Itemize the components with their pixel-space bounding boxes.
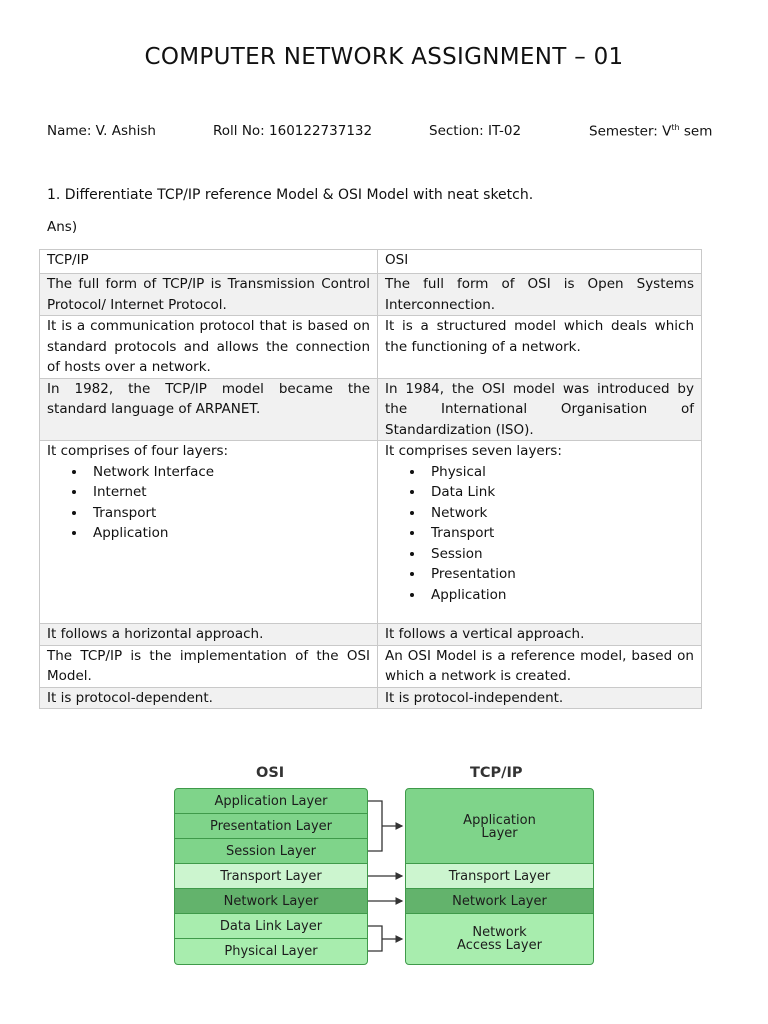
osi-diagram-title: OSI bbox=[256, 765, 285, 781]
list-item: • Application bbox=[425, 585, 694, 606]
osi-physical-layer: Physical Layer bbox=[174, 938, 368, 965]
table-cell: The full form of TCP/IP is Transmission Control Protocol/ Internet Protocol. bbox=[40, 274, 378, 316]
osi-network-layer: Network Layer bbox=[174, 888, 368, 914]
page-title: COMPUTER NETWORK ASSIGNMENT – 01 bbox=[144, 44, 624, 70]
list-item: • Internet bbox=[87, 482, 370, 503]
list-item: • Session bbox=[425, 544, 694, 565]
table-header-row bbox=[40, 250, 702, 274]
list-item: • Transport bbox=[87, 503, 370, 524]
list-item: • Presentation bbox=[425, 564, 694, 585]
table-cell: An OSI Model is a reference model, based on which a network is created. bbox=[378, 645, 702, 687]
table-row bbox=[40, 441, 702, 624]
semester-superscript: th bbox=[671, 123, 680, 132]
list-item: • Network bbox=[425, 503, 694, 524]
semester-suffix: sem bbox=[679, 123, 713, 140]
roll-number: Roll No: 160122737132 bbox=[213, 123, 373, 139]
osi-layer-list bbox=[385, 462, 694, 606]
table-row bbox=[40, 645, 702, 687]
osi-transport-layer: Transport Layer bbox=[174, 863, 368, 889]
table-cell: It is protocol-dependent. bbox=[40, 687, 378, 709]
osi-layers-intro: It comprises seven layers: bbox=[385, 443, 562, 459]
table-cell: In 1984, the OSI model was introduced by the International Organisation of Standardization (ISO). bbox=[378, 378, 702, 441]
table-cell: It is protocol-independent. bbox=[378, 687, 702, 709]
table-cell: The full form of OSI is Open Systems Interconnection. bbox=[378, 274, 702, 316]
table-row bbox=[40, 624, 702, 646]
tcpip-network-layer: Network Layer bbox=[405, 888, 594, 914]
table-row bbox=[40, 274, 702, 316]
tcp-layers-intro: It comprises of four layers: bbox=[47, 443, 229, 459]
osi-session-layer: Session Layer bbox=[174, 838, 368, 864]
table-row bbox=[40, 316, 702, 379]
section: Section: IT-02 bbox=[429, 123, 522, 139]
table-cell: It is a communication protocol that is based on standard protocols and allows the connection of hosts over a network. bbox=[40, 316, 378, 379]
list-item: • Physical bbox=[425, 462, 694, 483]
table-row bbox=[40, 378, 702, 441]
list-item: • Network Interface bbox=[87, 462, 370, 483]
application-group-arrow bbox=[368, 801, 402, 851]
table-cell: It follows a horizontal approach. bbox=[40, 624, 378, 646]
osi-presentation-layer: Presentation Layer bbox=[174, 813, 368, 839]
list-item: • Transport bbox=[425, 523, 694, 544]
tcpip-application-layer: Application Layer bbox=[405, 788, 594, 865]
tcpip-diagram-title: TCP/IP bbox=[470, 765, 523, 781]
table-cell: It is a structured model which deals which the functioning of a network. bbox=[378, 316, 702, 379]
table-row bbox=[40, 687, 702, 709]
tcpip-transport-layer: Transport Layer bbox=[405, 863, 594, 889]
table-cell bbox=[40, 441, 378, 624]
table-cell bbox=[378, 441, 702, 624]
access-group-arrow bbox=[368, 926, 402, 951]
semester bbox=[589, 123, 712, 140]
table-cell: In 1982, the TCP/IP model became the standard language of ARPANET. bbox=[40, 378, 378, 441]
list-item: • Data Link bbox=[425, 482, 694, 503]
student-name: Name: V. Ashish bbox=[47, 123, 156, 139]
layer-mapping-arrows bbox=[368, 788, 408, 968]
tcpip-network-access-layer: Network Access Layer bbox=[405, 913, 594, 965]
osi-application-layer: Application Layer bbox=[174, 788, 368, 814]
table-header-osi: OSI bbox=[378, 250, 702, 274]
answer-label: Ans) bbox=[47, 219, 78, 235]
table-header-tcpip: TCP/IP bbox=[40, 250, 378, 274]
question-text: 1. Differentiate TCP/IP reference Model & OSI Model with neat sketch. bbox=[47, 187, 534, 203]
table-cell: The TCP/IP is the implementation of the OSI Model. bbox=[40, 645, 378, 687]
table-cell: It follows a vertical approach. bbox=[378, 624, 702, 646]
comparison-table bbox=[39, 249, 702, 709]
tcp-layer-list bbox=[47, 462, 370, 544]
list-item: • Application bbox=[87, 523, 370, 544]
semester-prefix: Semester: V bbox=[589, 123, 672, 140]
osi-data-link-layer: Data Link Layer bbox=[174, 913, 368, 939]
